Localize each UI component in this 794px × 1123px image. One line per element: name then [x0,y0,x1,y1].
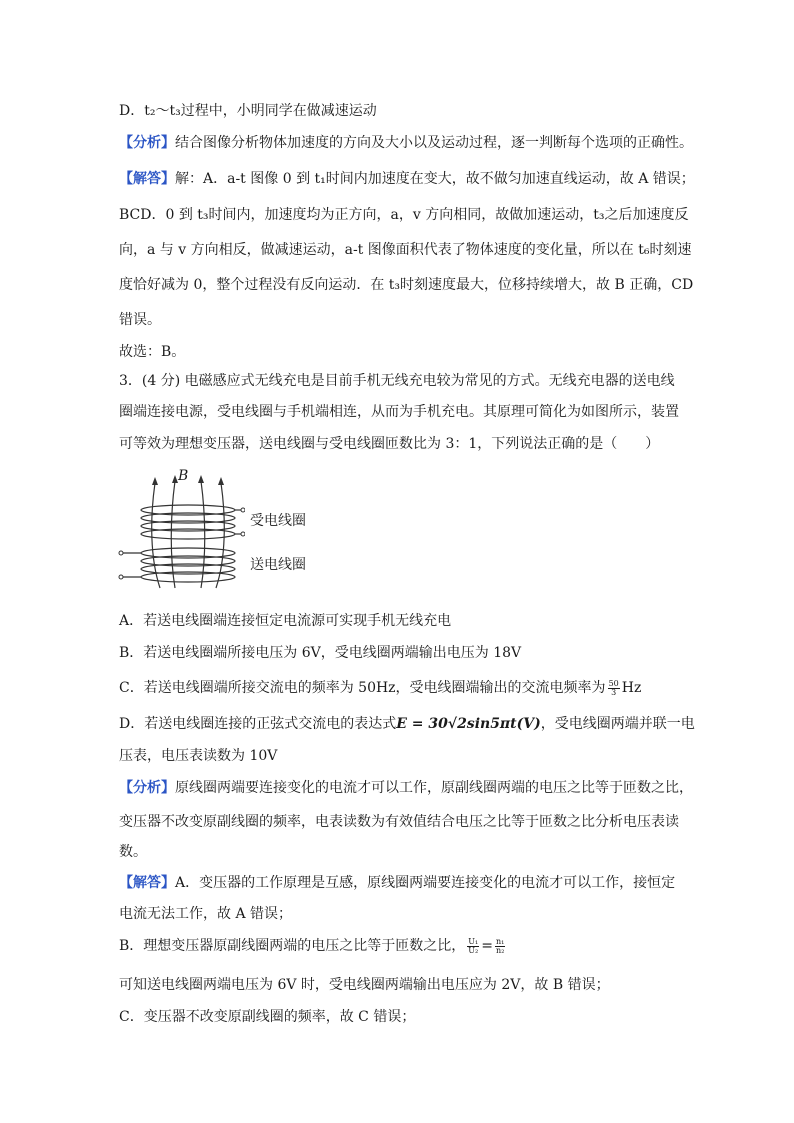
solution-tag: 【解答】 [119,875,175,891]
question-3-line-2: 圈端连接电源，受电线圈与手机端相连，从而为手机充电。其原理可简化为如图所示，装置 [119,404,679,420]
solution-2-line-3: B．理想变压器原副线圈两端的电压之比等于匝数之比， $\frac{\text{U₁}}{\text{U₂}}$ = $\frac{\text{n₁}}{\text{n₂}}$ [119,936,505,955]
option-c-unit: Hz [621,680,642,696]
solution-tag: 【解答】 [119,171,175,187]
solution-line-3: 向，a 与 v 方向相反，做减速运动，a-t 图像面积代表了物体速度的变化量，所以在 t₆时刻速 [119,242,692,258]
fraction-50-3: $\frac{50}{3}$ [608,678,619,697]
analysis-2-line-2: 变压器不改变原副线圈的频率，电表读数为有效值结合电压之比等于匝数之比分析电压表读 [119,814,679,830]
analysis-text: 结合图像分析物体加速度的方向及大小以及运动过程，逐一判断每个选项的正确性。 [175,135,693,151]
field-arrow [218,477,224,485]
option-c [119,678,641,698]
question-3-line-3: 可等效为理想变压器，送电线圈与受电线圈匝数比为 3：1，下列说法正确的是（ ） [119,436,660,452]
coil-figure [115,463,345,593]
solution-line-4: 度恰好减为 0，整个过程没有反向运动．在 t₃时刻速度最大，位移持续增大，故 B 正确，CD [119,277,694,293]
solution-2-line-1: 【解答】A．变压器的工作原理是互感，原线圈两端要连接变化的电流才可以工作，接恒定 [119,875,676,891]
solution-line-1 [119,169,695,189]
option-c-text: C．若送电线圈端所接交流电的频率为 50Hz，受电线圈端输出的交流电频率为 [119,680,606,696]
question-3-line-1: 3．(4 分) 电磁感应式无线充电是目前手机无线充电较为常见的方式。无线充电器的送电线 [119,373,675,389]
solution-line-5: 错误。 [119,312,161,328]
terminal [241,508,245,512]
solution-text: 解：A．a-t 图像 0 到 t₁时间内加速度在变大，故不做匀加速直线运动，故 A 错误； [175,171,695,187]
option-a: A．若送电线圈端连接恒定电流源可实现手机无线充电 [119,613,452,629]
receive-coil-label: 受电线圈 [250,513,306,529]
option-d-prev: D．t₂～t₃过程中，小明同学在做减速运动 [119,103,377,119]
field-arrow [198,475,204,483]
option-d-line-1: D．若送电线圈连接的正弦式交流电的表达式E = 30√2sin5πt(V)，受电线圈两端并联一电 [119,716,695,732]
analysis-tag: 【分析】 [119,135,175,151]
fraction-u1-u2: $\frac{\text{U₁}}{\text{U₂}}$ [468,936,479,955]
solution-2-line-5: C．变压器不改变原副线圈的频率，故 C 错误； [119,1009,416,1025]
fraction-n1-n2: $\frac{\text{n₁}}{\text{n₂}}$ [495,936,505,955]
analysis-2-line-1: 【分析】原线圈两端要连接变化的电流才可以工作，原副线圈两端的电压之比等于匝数之比， [119,780,693,796]
option-b: B．若送电线圈端所接电压为 6V，受电线圈两端输出电压为 18V [119,645,522,661]
analysis-tag: 【分析】 [119,780,175,796]
solution-line-2: BCD．0 到 t₃时间内，加速度均为正方向，a，v 方向相同，故做加速运动，t₃之后加速度反 [119,207,689,223]
terminal [119,551,123,555]
solution-2-line-2: 电流无法工作，故 A 错误； [119,906,293,922]
terminal [119,575,123,579]
analysis-paragraph-1 [119,133,693,153]
solution-2-line-4: 可知送电线圈两端电压为 6V 时，受电线圈两端输出电压应为 2V，故 B 错误； [119,977,610,993]
option-d-line-2: 压表，电压表读数为 10V [119,748,278,764]
terminal [241,532,245,536]
analysis-2-line-3: 数。 [119,844,147,860]
option-d-expression: E = 30√2sin5πt(V) [396,716,541,732]
field-label: B [178,468,189,484]
field-arrow [152,477,158,485]
answer-line: 故选：B。 [119,344,186,360]
send-coil-label: 送电线圈 [250,557,306,573]
